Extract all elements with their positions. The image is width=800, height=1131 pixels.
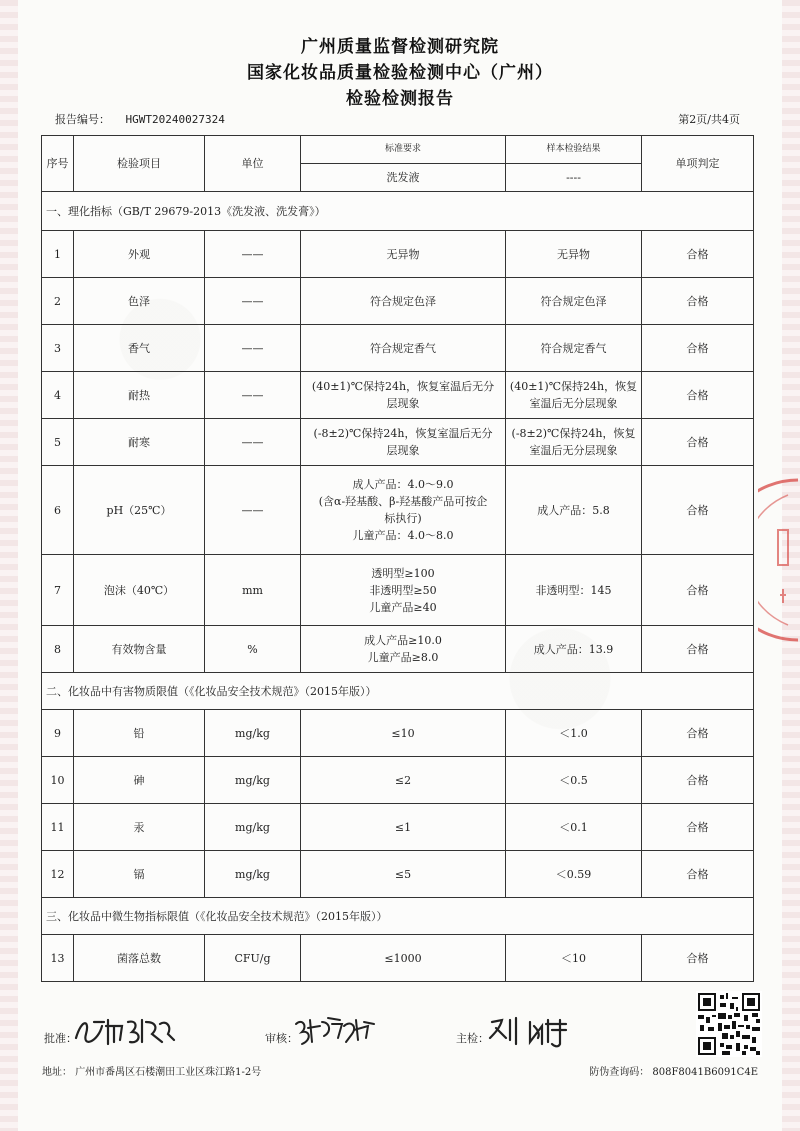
cell-seq: 10 [42, 757, 74, 804]
cell-result-line: ＜0.5 [559, 773, 588, 787]
cell-result [506, 851, 642, 898]
cell-judge: 合格 [642, 278, 754, 325]
inspect-signature [486, 1012, 596, 1048]
cell-seq: 9 [42, 710, 74, 757]
cell-seq: 8 [42, 626, 74, 673]
header-seq: 序号 [42, 136, 74, 192]
table-row [42, 757, 754, 804]
cell-standard-line: (-8±2)℃保持24h，恢复室温后无分 [313, 427, 493, 440]
cell-unit: CFU/g [205, 935, 301, 982]
section-row [42, 673, 754, 710]
cell-unit: —— [205, 419, 301, 466]
cell-item: 泡沫（40℃） [74, 555, 205, 626]
cell-item: 菌落总数 [74, 935, 205, 982]
report-title: 检验检测报告 [346, 89, 454, 109]
cell-unit: —— [205, 372, 301, 419]
cell-standard [301, 278, 506, 325]
header-item: 检验项目 [74, 136, 205, 192]
cell-unit: mm [205, 555, 301, 626]
cell-result-line: 室温后无分层现象 [529, 397, 618, 410]
center-name: 国家化妆品质量检验检测中心（广州） [247, 63, 553, 83]
cell-seq: 6 [42, 466, 74, 555]
table-header-row [42, 136, 754, 164]
cell-seq: 1 [42, 231, 74, 278]
cell-result-line: 符合规定香气 [540, 341, 607, 355]
cell-standard-line: 标执行) [384, 512, 422, 525]
table-row [42, 851, 754, 898]
cell-item: 镉 [74, 851, 205, 898]
header-unit: 单位 [205, 136, 301, 192]
cell-result-line: (-8±2)℃保持24h，恢复 [511, 427, 636, 440]
cell-standard-line: 儿童产品：4.0～8.0 [352, 529, 454, 542]
cell-unit: mg/kg [205, 851, 301, 898]
cell-result-line: ＜0.1 [559, 820, 588, 834]
cell-result-line: 成人产品：5.8 [537, 503, 610, 517]
cell-item: 外观 [74, 231, 205, 278]
table-row [42, 804, 754, 851]
header-standard: 标准要求 [301, 136, 506, 164]
cell-result [506, 231, 642, 278]
header-result: 样本检验结果 [506, 136, 642, 164]
table-row [42, 710, 754, 757]
report-number [55, 111, 225, 127]
cell-standard-line: 儿童产品≥8.0 [367, 651, 439, 664]
cell-judge: 合格 [642, 372, 754, 419]
cell-standard [301, 419, 506, 466]
cell-unit: —— [205, 231, 301, 278]
section-title: 一、理化指标（GB/T 29679-2013《洗发液、洗发膏》） [42, 192, 754, 231]
cell-judge: 合格 [642, 325, 754, 372]
cell-seq: 5 [42, 419, 74, 466]
cell-item: 耐热 [74, 372, 205, 419]
cell-standard [301, 555, 506, 626]
cell-result [506, 372, 642, 419]
cell-standard [301, 466, 506, 555]
cell-seq: 11 [42, 804, 74, 851]
cell-result [506, 466, 642, 555]
approve-signature [72, 1012, 182, 1048]
table-row [42, 325, 754, 372]
cell-standard-line: ≤1000 [384, 951, 422, 965]
cell-standard [301, 325, 506, 372]
table-row [42, 372, 754, 419]
cell-unit: mg/kg [205, 710, 301, 757]
cell-unit: —— [205, 325, 301, 372]
table-row [42, 555, 754, 626]
cell-result [506, 419, 642, 466]
cell-judge: 合格 [642, 419, 754, 466]
cell-standard-line: 非透明型≥50 [369, 583, 437, 597]
section-title: 二、化妆品中有害物质限值（《化妆品安全技术规范》（2015年版）） [42, 673, 754, 710]
table-row [42, 626, 754, 673]
signature-row [0, 1010, 800, 1050]
cell-standard-line: 成人产品≥10.0 [364, 634, 442, 647]
header-standard-sub: 洗发液 [301, 164, 506, 192]
address-label: 地址： [42, 1067, 72, 1078]
cell-standard-line: 儿童产品≥40 [369, 600, 437, 614]
page-info: 第2页/共4页 [678, 113, 740, 126]
table-row [42, 419, 754, 466]
table-row [42, 231, 754, 278]
cell-seq: 4 [42, 372, 74, 419]
cell-result-line: ＜10 [561, 951, 586, 965]
cell-result-line: (40±1)℃保持24h，恢复 [509, 380, 638, 393]
cell-standard-line: (含α-羟基酸、β-羟基酸产品可按企 [318, 495, 488, 508]
cell-judge: 合格 [642, 710, 754, 757]
cell-item: 耐寒 [74, 419, 205, 466]
table-row [42, 278, 754, 325]
cell-unit: —— [205, 466, 301, 555]
cell-judge: 合格 [642, 555, 754, 626]
red-seal-stamp [758, 475, 800, 645]
cell-result-line: 室温后无分层现象 [529, 444, 618, 457]
cell-unit: —— [205, 278, 301, 325]
inspection-table [41, 135, 754, 982]
cell-judge: 合格 [642, 851, 754, 898]
cell-judge: 合格 [642, 466, 754, 555]
cell-unit: mg/kg [205, 757, 301, 804]
cell-standard [301, 851, 506, 898]
cell-standard [301, 757, 506, 804]
cell-item: 汞 [74, 804, 205, 851]
section-row [42, 192, 754, 231]
review-signature [292, 1012, 382, 1048]
cell-result-line: 非透明型：145 [535, 583, 612, 597]
approve-label: 批准： [44, 1032, 77, 1045]
cell-result [506, 278, 642, 325]
header-judge: 单项判定 [642, 136, 754, 192]
cell-standard [301, 710, 506, 757]
cell-result-line: 无异物 [557, 247, 590, 261]
cell-item: 砷 [74, 757, 205, 804]
cell-standard-line: 层现象 [386, 397, 420, 410]
cell-result [506, 710, 642, 757]
cell-result [506, 555, 642, 626]
cell-unit: % [205, 626, 301, 673]
table-row [42, 935, 754, 982]
cell-item: 色泽 [74, 278, 205, 325]
cell-standard-line: 透明型≥100 [371, 566, 435, 580]
review-label: 审核： [265, 1032, 298, 1045]
inspect-label: 主检： [456, 1032, 489, 1045]
address-value: 广州市番禺区石楼潮田工业区珠江路1-2号 [75, 1067, 262, 1078]
cell-item: 有效物含量 [74, 626, 205, 673]
anti-fake-code [589, 1063, 758, 1078]
institute-name: 广州质量监督检测研究院 [301, 37, 499, 57]
cell-standard [301, 372, 506, 419]
report-number-label: 报告编号： [55, 113, 110, 126]
header-result-sub: ---- [506, 164, 642, 192]
cell-standard [301, 935, 506, 982]
section-title: 三、化妆品中微生物指标限值（《化妆品安全技术规范》（2015年版）） [42, 898, 754, 935]
report-number-value: HGWT20240027324 [125, 113, 225, 126]
cell-item: 铅 [74, 710, 205, 757]
cell-standard-line: ≤1 [394, 820, 412, 834]
cell-result [506, 804, 642, 851]
cell-seq: 3 [42, 325, 74, 372]
cell-item: pH（25℃） [74, 466, 205, 555]
cell-seq: 2 [42, 278, 74, 325]
cell-judge: 合格 [642, 757, 754, 804]
cell-result-line: 成人产品：13.9 [533, 642, 614, 656]
cell-result [506, 935, 642, 982]
cell-standard-line: 符合规定色泽 [370, 294, 436, 308]
cell-judge: 合格 [642, 626, 754, 673]
section-row [42, 898, 754, 935]
cell-judge: 合格 [642, 804, 754, 851]
cell-seq: 12 [42, 851, 74, 898]
cell-seq: 13 [42, 935, 74, 982]
cell-standard [301, 804, 506, 851]
cell-judge: 合格 [642, 935, 754, 982]
cell-judge: 合格 [642, 231, 754, 278]
cell-unit: mg/kg [205, 804, 301, 851]
table-row [42, 466, 754, 555]
anti-fake-label: 防伪查询码： [589, 1067, 650, 1078]
cell-result [506, 626, 642, 673]
cell-item: 香气 [74, 325, 205, 372]
cell-standard-line: ≤5 [394, 867, 412, 881]
cell-result-line: 符合规定色泽 [540, 294, 607, 308]
cell-result-line: ＜1.0 [559, 726, 588, 740]
cell-standard-line: 成人产品：4.0～9.0 [352, 478, 454, 491]
left-decorative-border [0, 0, 18, 1131]
cell-result [506, 325, 642, 372]
cell-standard-line: ≤10 [391, 726, 415, 740]
cell-standard [301, 626, 506, 673]
cell-standard [301, 231, 506, 278]
cell-result-line: ＜0.59 [555, 867, 592, 881]
cell-standard-line: (40±1)℃保持24h，恢复室温后无分 [311, 380, 495, 393]
cell-standard-line: 符合规定香气 [370, 341, 436, 355]
anti-fake-value: 808F8041B6091C4E [652, 1067, 758, 1078]
cell-result [506, 757, 642, 804]
cell-standard-line: 层现象 [386, 444, 420, 457]
address [42, 1063, 261, 1078]
cell-standard-line: ≤2 [394, 773, 412, 787]
cell-standard-line: 无异物 [386, 247, 420, 261]
cell-seq: 7 [42, 555, 74, 626]
